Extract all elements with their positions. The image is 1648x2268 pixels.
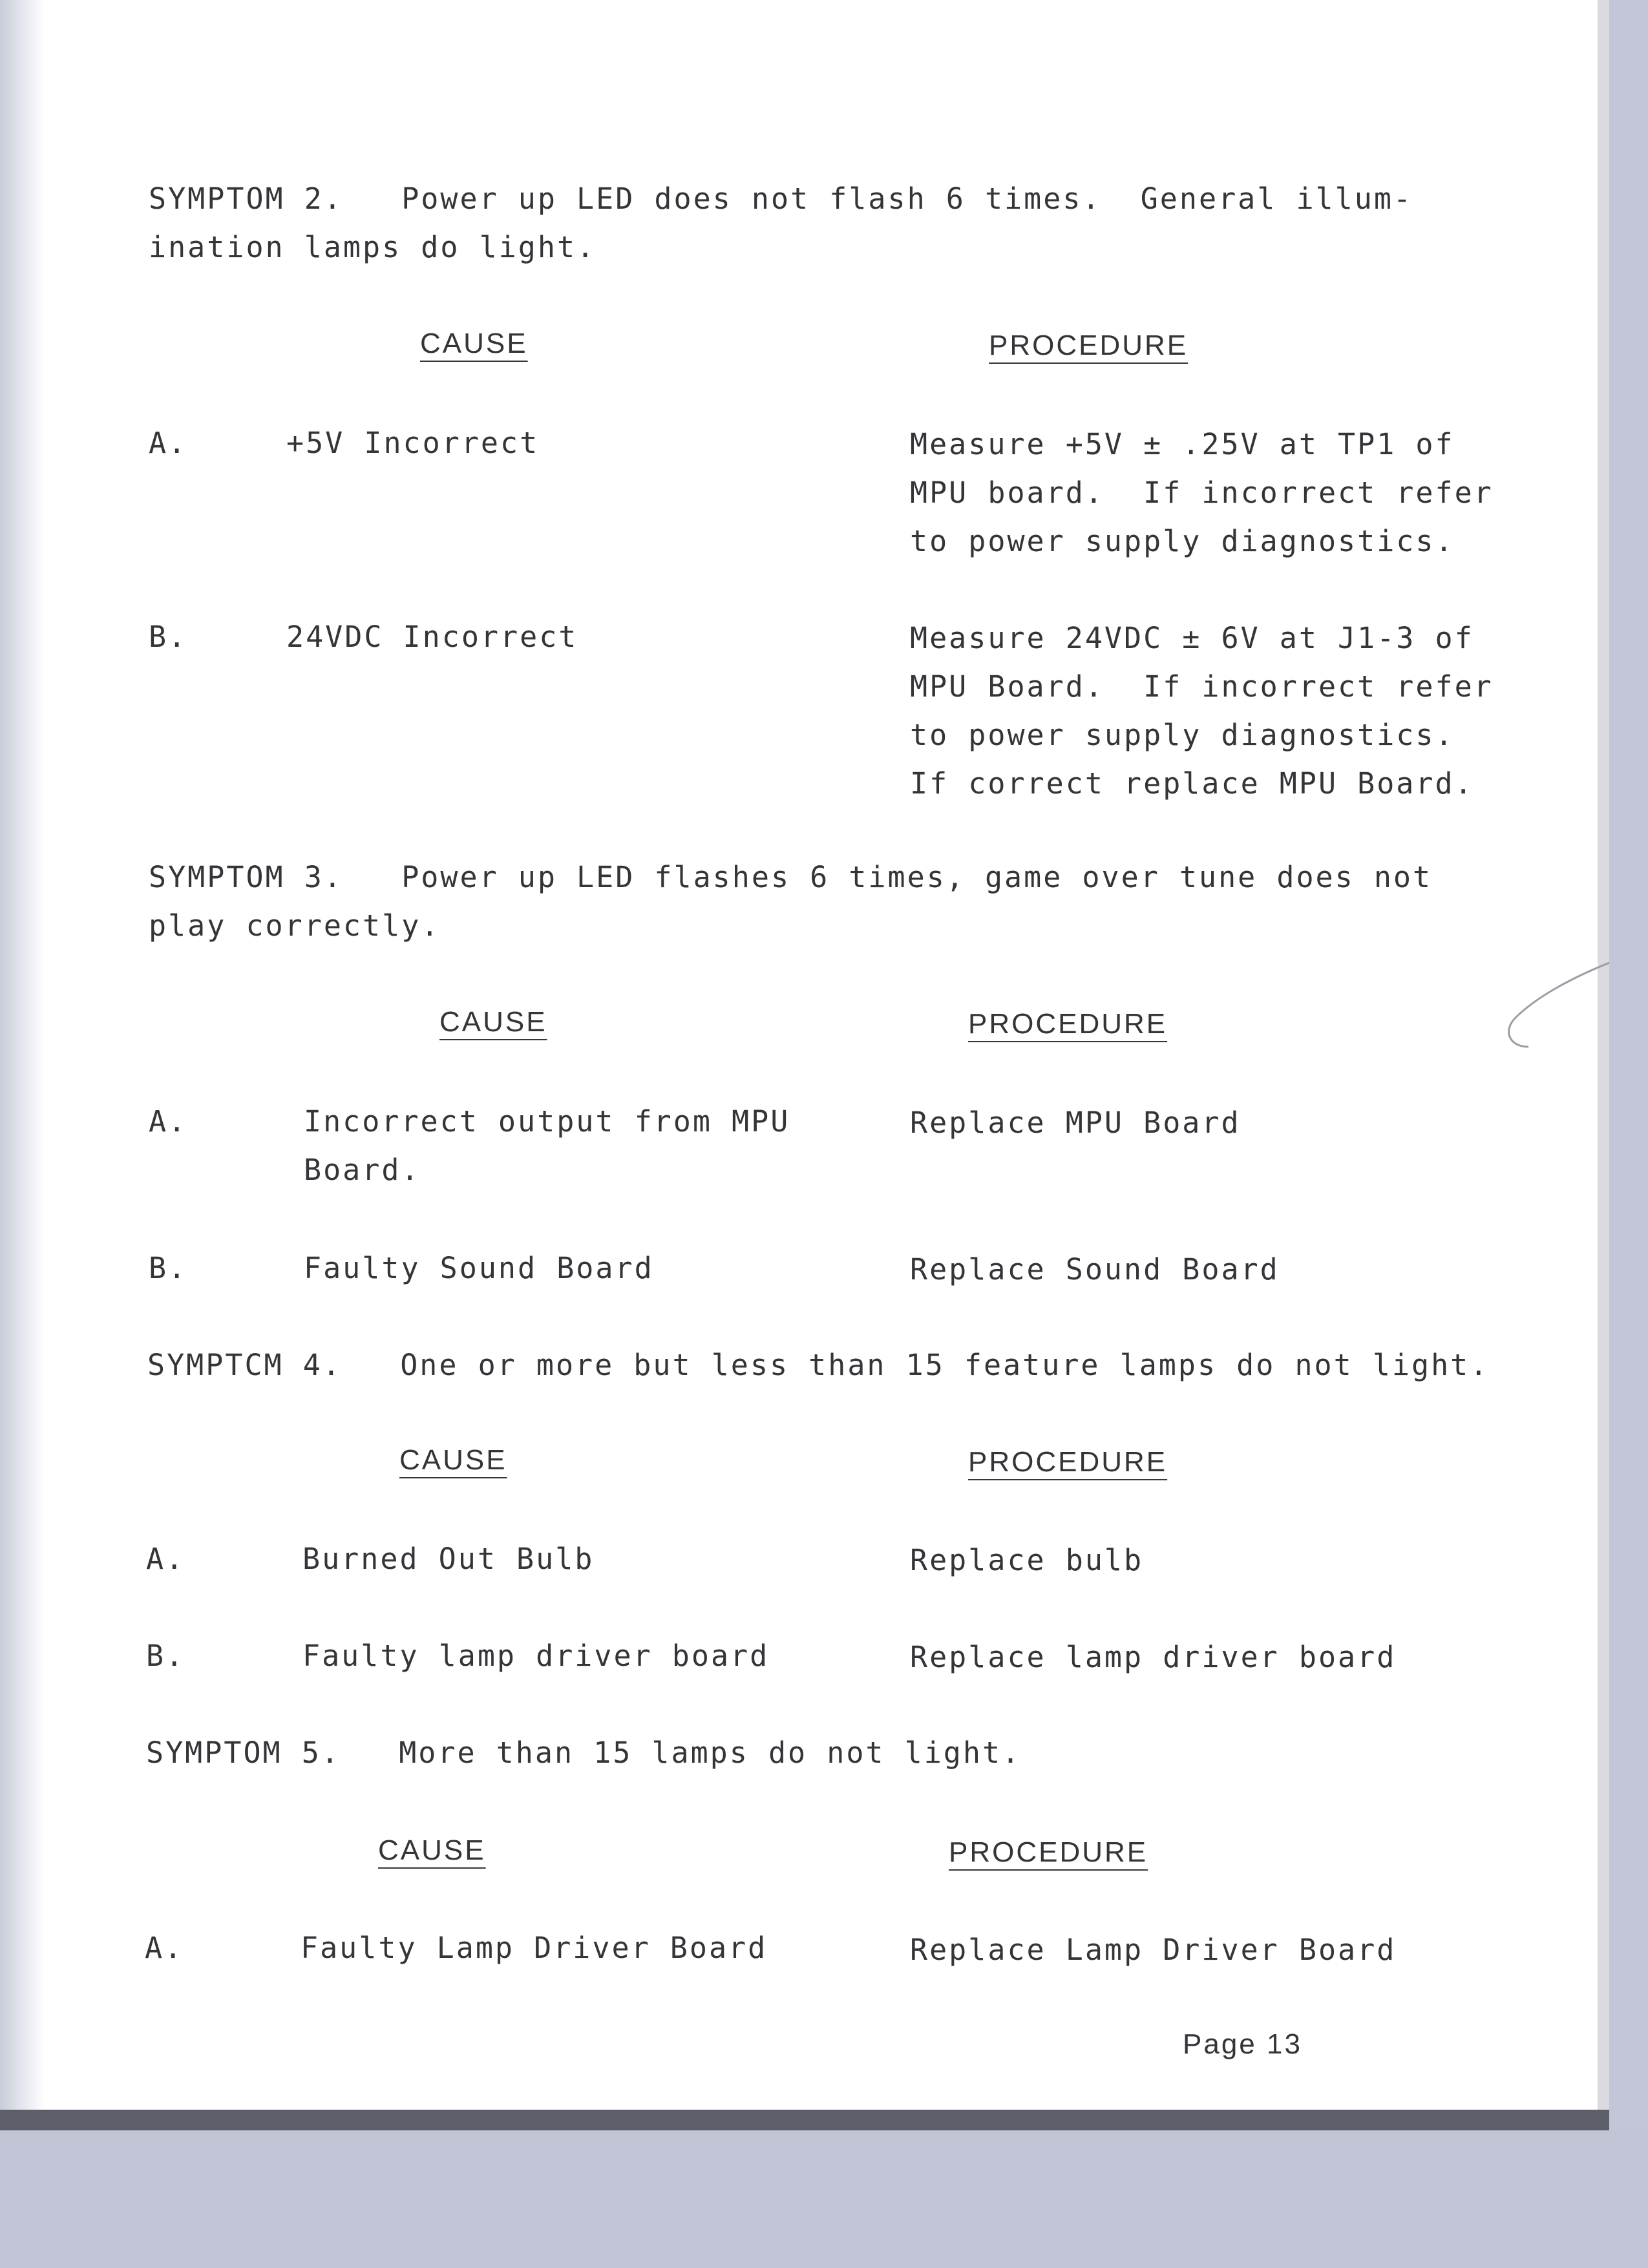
symptom-2-heading-line-2: ination lamps do light.	[149, 230, 597, 264]
symptom-5-cause-header: CAUSE	[378, 1834, 486, 1866]
symptom-2-item-a-procedure-line-3: to power supply diagnostics.	[910, 524, 1455, 558]
symptom-2-item-b-procedure-line-3: to power supply diagnostics.	[910, 718, 1455, 752]
symptom-5-heading: SYMPTOM 5. More than 15 lamps do not light.	[146, 1736, 1022, 1770]
symptom-3-cause-header: CAUSE	[439, 1006, 547, 1038]
pen-mark	[1480, 956, 1609, 1060]
symptom-4-item-a-letter: A.	[146, 1542, 185, 1576]
symptom-3-heading-line-2: play correctly.	[149, 908, 441, 943]
symptom-2-item-a-cause: +5V Incorrect	[286, 426, 540, 460]
symptom-5-item-a-procedure: Replace Lamp Driver Board	[910, 1933, 1397, 1967]
symptom-4-item-a-cause: Burned Out Bulb	[302, 1542, 595, 1576]
symptom-2-item-b-procedure-line-1: Measure 24VDC ± 6V at J1-3 of	[910, 621, 1474, 655]
symptom-4-item-b-procedure: Replace lamp driver board	[910, 1640, 1397, 1674]
symptom-2-procedure-header: PROCEDURE	[989, 330, 1188, 361]
symptom-5-procedure-header: PROCEDURE	[949, 1836, 1148, 1868]
symptom-2-item-b-procedure-line-4: If correct replace MPU Board.	[910, 766, 1474, 801]
symptom-2-heading-line-1: SYMPTOM 2. Power up LED does not flash 6 times. General illum-	[149, 182, 1413, 216]
scan-shadow-left	[0, 0, 45, 2126]
symptom-4-heading: SYMPTCM 4. One or more but less than 15 feature lamps do not light.	[147, 1348, 1490, 1382]
symptom-4-item-b-cause: Faulty lamp driver board	[302, 1639, 770, 1673]
symptom-5-item-a-letter: A.	[145, 1931, 184, 1965]
symptom-4-item-a-procedure: Replace bulb	[910, 1543, 1144, 1577]
symptom-3-heading-line-1: SYMPTOM 3. Power up LED flashes 6 times, game over tune does not	[149, 860, 1433, 894]
symptom-2-item-a-procedure-line-1: Measure +5V ± .25V at TP1 of	[910, 427, 1455, 461]
symptom-5-item-a-cause: Faulty Lamp Driver Board	[301, 1931, 768, 1965]
symptom-3-item-b-letter: B.	[149, 1251, 188, 1285]
symptom-3-item-b-procedure: Replace Sound Board	[910, 1252, 1280, 1286]
symptom-2-item-b-cause: 24VDC Incorrect	[286, 620, 578, 654]
symptom-4-item-b-letter: B.	[146, 1639, 185, 1673]
page-number: Page 13	[1183, 2028, 1302, 2060]
symptom-3-item-a-procedure: Replace MPU Board	[910, 1106, 1241, 1140]
symptom-3-item-b-cause: Faulty Sound Board	[304, 1251, 654, 1285]
symptom-3-item-a-cause-line-1: Incorrect output from MPU	[304, 1104, 790, 1139]
symptom-2-cause-header: CAUSE	[420, 328, 528, 359]
symptom-3-item-a-cause-line-2: Board.	[304, 1153, 421, 1187]
symptom-3-item-a-letter: A.	[149, 1104, 188, 1139]
scanner-background	[0, 2130, 1648, 2268]
symptom-4-procedure-header: PROCEDURE	[968, 1446, 1168, 1478]
symptom-2-item-b-procedure-line-2: MPU Board. If incorrect refer	[910, 669, 1494, 704]
symptom-4-cause-header: CAUSE	[399, 1444, 507, 1476]
page-bottom-edge	[0, 2110, 1609, 2130]
symptom-2-item-a-letter: A.	[149, 426, 188, 460]
symptom-2-item-a-procedure-line-2: MPU board. If incorrect refer	[910, 476, 1494, 510]
symptom-3-procedure-header: PROCEDURE	[968, 1008, 1168, 1040]
symptom-2-item-b-letter: B.	[149, 620, 188, 654]
